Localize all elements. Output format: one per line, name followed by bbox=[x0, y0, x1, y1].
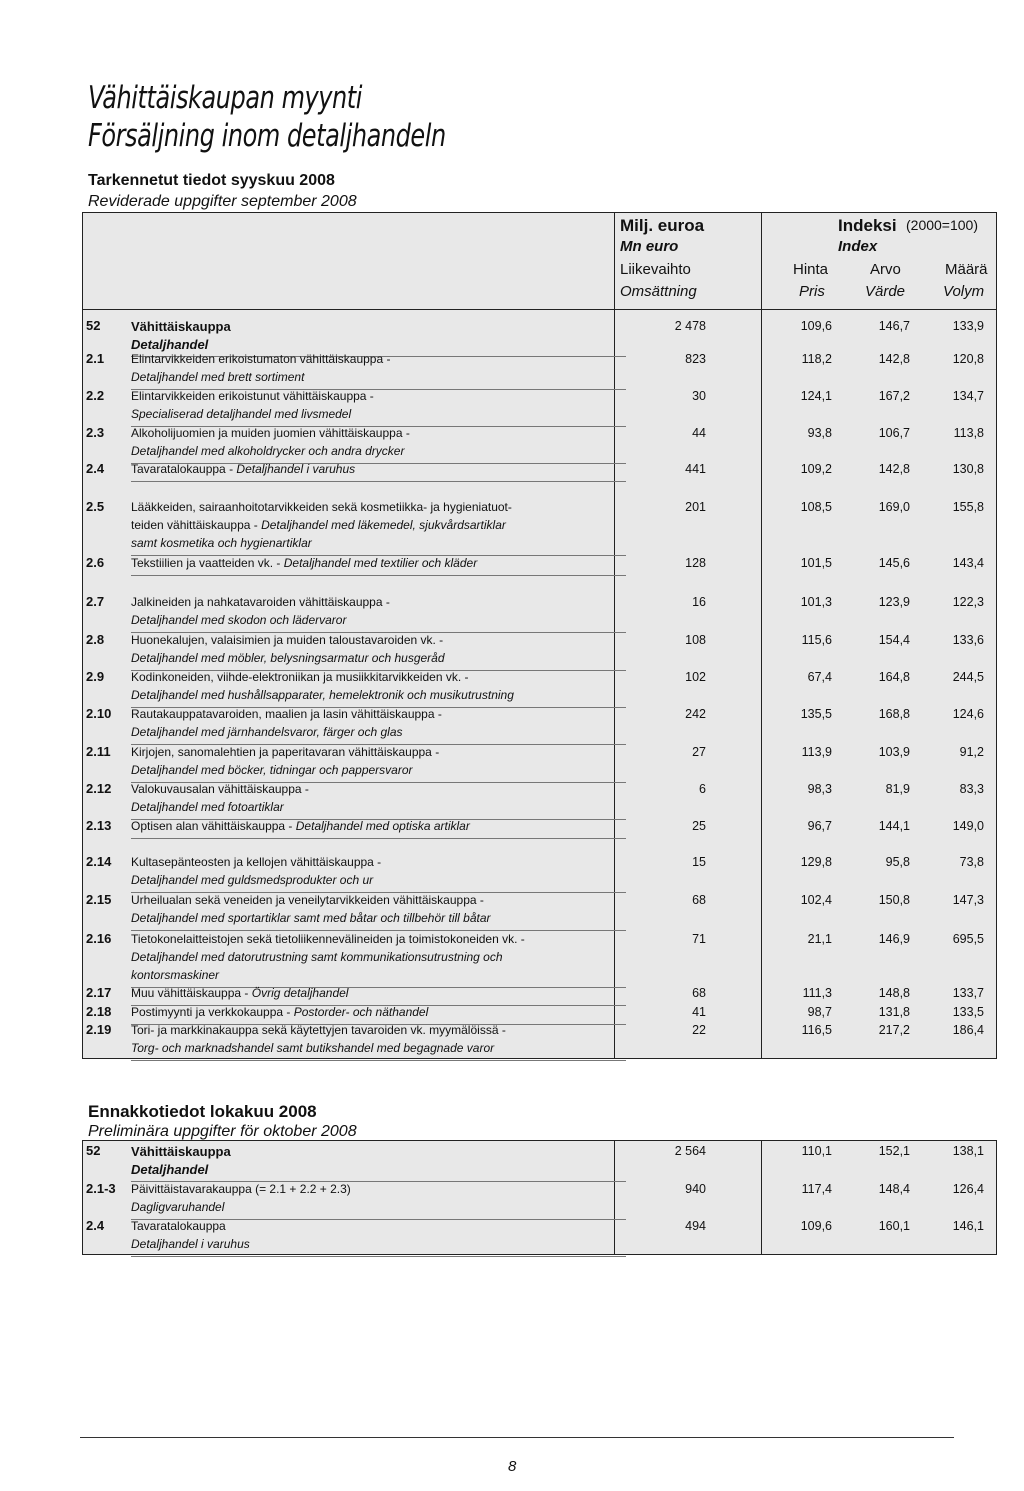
row-code: 2.14 bbox=[86, 854, 112, 869]
row-label-fi: Kultasepänteosten ja kellojen vähittäiskauppa - bbox=[131, 855, 382, 869]
row-label-fi: Kodinkoneiden, viihde-elektroniikan ja musiikkitarvikkeiden vk. - bbox=[131, 670, 469, 684]
row-label-fi: Kirjojen, sanomalehtien ja paperitavaran vähittäiskauppa - bbox=[131, 745, 440, 759]
row-label-sv: Övrig detaljhandel bbox=[251, 986, 349, 1000]
row-code: 52 bbox=[86, 318, 101, 333]
row-label-sv: Detaljhandel i varuhus bbox=[236, 462, 356, 476]
row-label-fi: teiden vähittäiskauppa - bbox=[131, 518, 262, 532]
row-label-sv: Detaljhandel med böcker, tidningar och pappersvaror bbox=[131, 763, 413, 777]
row-label bbox=[131, 819, 470, 833]
row-code: 2.4 bbox=[86, 1218, 105, 1233]
row-code: 52 bbox=[86, 1143, 101, 1158]
row-divider bbox=[131, 1256, 626, 1257]
value-mn-euro: 6 bbox=[699, 782, 706, 796]
value-arvo: 164,8 bbox=[878, 670, 910, 684]
row-label-fi: Elintarvikkeiden erikoistumaton vähittäiskauppa - bbox=[131, 352, 391, 366]
value-arvo: 146,9 bbox=[878, 932, 910, 946]
row-label-sv: Detaljhandel med hushållsapparater, hemelektronik och musikutrustning bbox=[131, 688, 514, 702]
row-code: 2.11 bbox=[86, 744, 111, 759]
row-label-sv: Detaljhandel med skodon och lädervaror bbox=[131, 613, 347, 627]
value-arvo: 146,7 bbox=[878, 319, 910, 333]
row-label-sv: Torg- och marknadshandel samt butikshandel med begagnade varor bbox=[131, 1041, 495, 1055]
value-mn-euro: 940 bbox=[685, 1182, 706, 1196]
section1-subheading: Reviderade uppgifter september 2008 bbox=[88, 193, 357, 210]
value-arvo: 103,9 bbox=[878, 745, 910, 759]
row-divider bbox=[131, 1060, 626, 1061]
row-label-fi: Jalkineiden ja nahkatavaroiden vähittäiskauppa - bbox=[131, 595, 390, 609]
header-base: (2000=100) bbox=[906, 217, 979, 233]
value-hinta: 21,1 bbox=[807, 932, 832, 946]
row-label-sv: Detaljhandel bbox=[131, 1162, 209, 1177]
row-label-sv: samt kosmetika och hygienartiklar bbox=[131, 536, 312, 550]
value-hinta: 109,2 bbox=[800, 462, 832, 476]
value-maara: 73,8 bbox=[959, 855, 984, 869]
title-swedish: Försäljning inom detaljhandeln bbox=[88, 118, 446, 154]
row-code: 2.7 bbox=[86, 594, 105, 609]
value-arvo: 217,2 bbox=[878, 1023, 910, 1037]
row-label-fi: Lääkkeiden, sairaanhoitotarvikkeiden sekä kosmetiikka- ja hygieniatuot- bbox=[131, 500, 512, 514]
row-label-sv: kontorsmaskiner bbox=[131, 968, 220, 982]
row-label-sv: Detaljhandel med guldsmedsprodukter och ur bbox=[131, 873, 374, 887]
value-mn-euro: 25 bbox=[692, 819, 706, 833]
value-hinta: 111,3 bbox=[802, 986, 832, 1000]
value-arvo: 148,8 bbox=[878, 986, 910, 1000]
value-arvo: 123,9 bbox=[878, 595, 910, 609]
value-mn-euro: 2 564 bbox=[674, 1144, 706, 1158]
row-label-sv: Detaljhandel med läkemedel, sjukvårdsartiklar bbox=[261, 518, 506, 532]
header-milj: Milj. euroa bbox=[620, 216, 705, 235]
row-divider bbox=[131, 838, 626, 839]
row-code: 2.1 bbox=[86, 351, 105, 366]
value-hinta: 93,8 bbox=[807, 426, 832, 440]
value-hinta: 101,5 bbox=[800, 556, 832, 570]
row-label-fi: Elintarvikkeiden erikoistunut vähittäiskauppa - bbox=[131, 389, 374, 403]
value-maara: 122,3 bbox=[952, 595, 984, 609]
section2-subheading: Preliminära uppgifter för oktober 2008 bbox=[88, 1123, 357, 1140]
value-maara: 149,0 bbox=[952, 819, 984, 833]
table-preliminary bbox=[82, 1140, 997, 1255]
value-mn-euro: 41 bbox=[692, 1005, 706, 1019]
row-label-sv: Detaljhandel med optiska artiklar bbox=[295, 819, 470, 833]
value-maara: 120,8 bbox=[952, 352, 984, 366]
header-index: Index bbox=[838, 238, 878, 255]
value-maara: 133,5 bbox=[952, 1005, 984, 1019]
row-label-sv: Detaljhandel med brett sortiment bbox=[131, 370, 305, 384]
value-arvo: 148,4 bbox=[878, 1182, 910, 1196]
value-hinta: 109,6 bbox=[800, 1219, 832, 1233]
row-label-sv: Detaljhandel med fotoartiklar bbox=[131, 800, 284, 814]
header-liikevaihto: Liikevaihto bbox=[620, 261, 691, 278]
value-mn-euro: 108 bbox=[685, 633, 706, 647]
value-mn-euro: 30 bbox=[692, 389, 706, 403]
value-mn-euro: 2 478 bbox=[674, 319, 706, 333]
value-mn-euro: 441 bbox=[685, 462, 706, 476]
row-divider bbox=[131, 481, 626, 482]
row-code: 2.6 bbox=[86, 555, 105, 570]
row-label-fi: Tekstiilien ja vaatteiden vk. - bbox=[131, 556, 284, 570]
row-label bbox=[131, 462, 355, 476]
row-label-fi: Tavaratalokauppa bbox=[131, 1219, 226, 1233]
value-arvo: 169,0 bbox=[878, 500, 910, 514]
row-label-fi: Postimyynti ja verkkokauppa - bbox=[131, 1005, 294, 1019]
row-code: 2.3 bbox=[86, 425, 105, 440]
value-maara: 138,1 bbox=[952, 1144, 984, 1158]
value-hinta: 129,8 bbox=[800, 855, 832, 869]
row-label-fi: Tori- ja markkinakauppa sekä käytettyjen tavaroiden vk. myymälöissä - bbox=[131, 1023, 506, 1037]
value-arvo: 160,1 bbox=[878, 1219, 910, 1233]
value-mn-euro: 201 bbox=[685, 500, 706, 514]
row-label-sv: Detaljhandel med textilier och kläder bbox=[283, 556, 478, 570]
row-label bbox=[131, 986, 348, 1000]
row-code: 2.12 bbox=[86, 781, 112, 796]
table-revised bbox=[82, 212, 997, 1059]
row-code: 2.4 bbox=[86, 461, 105, 476]
value-arvo: 131,8 bbox=[878, 1005, 910, 1019]
row-label-sv: Detaljhandel med alkoholdrycker och andra drycker bbox=[131, 444, 405, 458]
value-maara: 113,8 bbox=[953, 426, 984, 440]
value-arvo: 144,1 bbox=[878, 819, 910, 833]
value-arvo: 95,8 bbox=[885, 855, 910, 869]
row-label-sv: Detaljhandel med möbler, belysningsarmatur och husgeråd bbox=[131, 651, 445, 665]
value-arvo: 168,8 bbox=[878, 707, 910, 721]
header-maara: Määrä bbox=[945, 261, 988, 278]
value-maara: 244,5 bbox=[952, 670, 984, 684]
row-label-fi: Rautakauppatavaroiden, maalien ja lasin vähittäiskauppa - bbox=[131, 707, 442, 721]
value-maara: 143,4 bbox=[952, 556, 984, 570]
value-mn-euro: 494 bbox=[685, 1219, 706, 1233]
value-mn-euro: 102 bbox=[685, 670, 706, 684]
row-label-fi: Alkoholijuomien ja muiden juomien vähittäiskauppa - bbox=[131, 426, 410, 440]
value-mn-euro: 44 bbox=[692, 426, 706, 440]
row-label-fi: Päivittäistavarakauppa (= 2.1 + 2.2 + 2.3) bbox=[131, 1182, 351, 1196]
value-hinta: 124,1 bbox=[800, 389, 832, 403]
value-hinta: 118,2 bbox=[801, 352, 832, 366]
value-maara: 126,4 bbox=[952, 1182, 984, 1196]
row-label-fi: Urheilualan sekä veneiden ja veneilytarvikkeiden vähittäiskauppa - bbox=[131, 893, 484, 907]
value-hinta: 135,5 bbox=[800, 707, 832, 721]
value-hinta: 113,9 bbox=[801, 745, 832, 759]
row-divider bbox=[131, 575, 626, 576]
value-maara: 695,5 bbox=[952, 932, 984, 946]
header-omsattning: Omsättning bbox=[620, 283, 697, 300]
row-label-fi: Vähittäiskauppa bbox=[131, 1144, 231, 1159]
row-label-sv: Detaljhandel med järnhandelsvaror, färger och glas bbox=[131, 725, 403, 739]
row-code: 2.9 bbox=[86, 669, 105, 684]
row-code: 2.8 bbox=[86, 632, 105, 647]
row-label bbox=[131, 1005, 428, 1019]
value-hinta: 108,5 bbox=[800, 500, 832, 514]
value-mn-euro: 242 bbox=[685, 707, 706, 721]
row-label-fi: Vähittäiskauppa bbox=[131, 319, 231, 334]
header-mn-euro: Mn euro bbox=[620, 238, 679, 255]
row-label bbox=[131, 556, 477, 570]
row-code: 2.16 bbox=[86, 931, 112, 946]
row-label-sv: Detaljhandel med datorutrustning samt kommunikationsutrustning och bbox=[131, 950, 503, 964]
row-code: 2.15 bbox=[86, 892, 112, 907]
value-mn-euro: 16 bbox=[692, 595, 706, 609]
row-label-sv: Detaljhandel i varuhus bbox=[131, 1237, 250, 1251]
row-label-fi: Huonekalujen, valaisimien ja muiden taloustavaroiden vk. - bbox=[131, 633, 444, 647]
header-arvo: Arvo bbox=[870, 261, 901, 278]
value-maara: 133,7 bbox=[952, 986, 984, 1000]
header-pris: Pris bbox=[799, 283, 825, 300]
row-label-sv: Postorder- och näthandel bbox=[293, 1005, 429, 1019]
value-hinta: 98,7 bbox=[807, 1005, 832, 1019]
value-mn-euro: 823 bbox=[685, 352, 706, 366]
value-hinta: 67,4 bbox=[807, 670, 832, 684]
row-code: 2.13 bbox=[86, 818, 112, 833]
value-arvo: 142,8 bbox=[878, 462, 910, 476]
value-arvo: 81,9 bbox=[885, 782, 910, 796]
value-hinta: 96,7 bbox=[807, 819, 832, 833]
value-arvo: 150,8 bbox=[878, 893, 910, 907]
value-hinta: 117,4 bbox=[801, 1182, 832, 1196]
value-mn-euro: 71 bbox=[692, 932, 706, 946]
value-arvo: 145,6 bbox=[878, 556, 910, 570]
value-hinta: 102,4 bbox=[800, 893, 832, 907]
value-maara: 186,4 bbox=[952, 1023, 984, 1037]
value-maara: 130,8 bbox=[952, 462, 984, 476]
value-maara: 133,6 bbox=[952, 633, 984, 647]
value-maara: 134,7 bbox=[952, 389, 984, 403]
title-finnish: Vähittäiskaupan myynti bbox=[88, 80, 363, 116]
section2-heading: Ennakkotiedot lokakuu 2008 bbox=[88, 1102, 317, 1121]
row-label-sv: Detaljhandel med sportartiklar samt med båtar och tillbehör till båtar bbox=[131, 911, 491, 925]
row-label-fi: Optisen alan vähittäiskauppa - bbox=[131, 819, 296, 833]
value-arvo: 154,4 bbox=[878, 633, 910, 647]
row-code: 2.17 bbox=[86, 985, 112, 1000]
row-label-fi: Muu vähittäiskauppa - bbox=[131, 986, 252, 1000]
row-code: 2.19 bbox=[86, 1022, 112, 1037]
value-arvo: 167,2 bbox=[878, 389, 910, 403]
header-varde: Värde bbox=[865, 283, 906, 300]
row-code: 2.18 bbox=[86, 1004, 112, 1019]
value-maara: 124,6 bbox=[952, 707, 984, 721]
value-maara: 146,1 bbox=[952, 1219, 984, 1233]
value-mn-euro: 15 bbox=[692, 855, 706, 869]
value-mn-euro: 27 bbox=[692, 745, 706, 759]
row-code: 2.10 bbox=[86, 706, 112, 721]
value-arvo: 152,1 bbox=[878, 1144, 910, 1158]
row-label-sv: Detaljhandel bbox=[131, 337, 209, 352]
row-label-fi: Valokuvausalan vähittäiskauppa - bbox=[131, 782, 309, 796]
value-mn-euro: 68 bbox=[692, 986, 706, 1000]
value-mn-euro: 22 bbox=[692, 1023, 706, 1037]
row-divider bbox=[131, 930, 626, 931]
row-code: 2.2 bbox=[86, 388, 105, 403]
header-indeksi: Indeksi bbox=[838, 216, 897, 235]
row-code: 2.1-3 bbox=[86, 1181, 116, 1196]
value-maara: 147,3 bbox=[952, 893, 984, 907]
page-number: 8 bbox=[508, 1458, 517, 1475]
value-hinta: 116,5 bbox=[801, 1023, 832, 1037]
value-hinta: 115,6 bbox=[801, 633, 832, 647]
row-label-fi: Tietokonelaitteistojen sekä tietoliikennevälineiden ja toimistokoneiden vk. - bbox=[131, 932, 525, 946]
value-hinta: 101,3 bbox=[800, 595, 832, 609]
section1-heading: Tarkennetut tiedot syyskuu 2008 bbox=[88, 172, 335, 189]
value-hinta: 98,3 bbox=[807, 782, 832, 796]
row-label-sv: Specialiserad detaljhandel med livsmedel bbox=[131, 407, 352, 421]
value-maara: 91,2 bbox=[959, 745, 984, 759]
value-arvo: 142,8 bbox=[878, 352, 910, 366]
row-label-fi: Tavaratalokauppa - bbox=[131, 462, 237, 476]
value-maara: 83,3 bbox=[959, 782, 984, 796]
value-mn-euro: 68 bbox=[692, 893, 706, 907]
row-code: 2.5 bbox=[86, 499, 105, 514]
value-arvo: 106,7 bbox=[878, 426, 910, 440]
footer-rule bbox=[80, 1437, 954, 1438]
value-hinta: 110,1 bbox=[801, 1144, 832, 1158]
value-hinta: 109,6 bbox=[800, 319, 832, 333]
header-hinta: Hinta bbox=[793, 261, 829, 278]
row-label-sv: Dagligvaruhandel bbox=[131, 1200, 225, 1214]
header-volym: Volym bbox=[943, 283, 985, 300]
value-maara: 155,8 bbox=[952, 500, 984, 514]
value-mn-euro: 128 bbox=[685, 556, 706, 570]
row-label-2 bbox=[131, 518, 506, 532]
value-maara: 133,9 bbox=[952, 319, 984, 333]
